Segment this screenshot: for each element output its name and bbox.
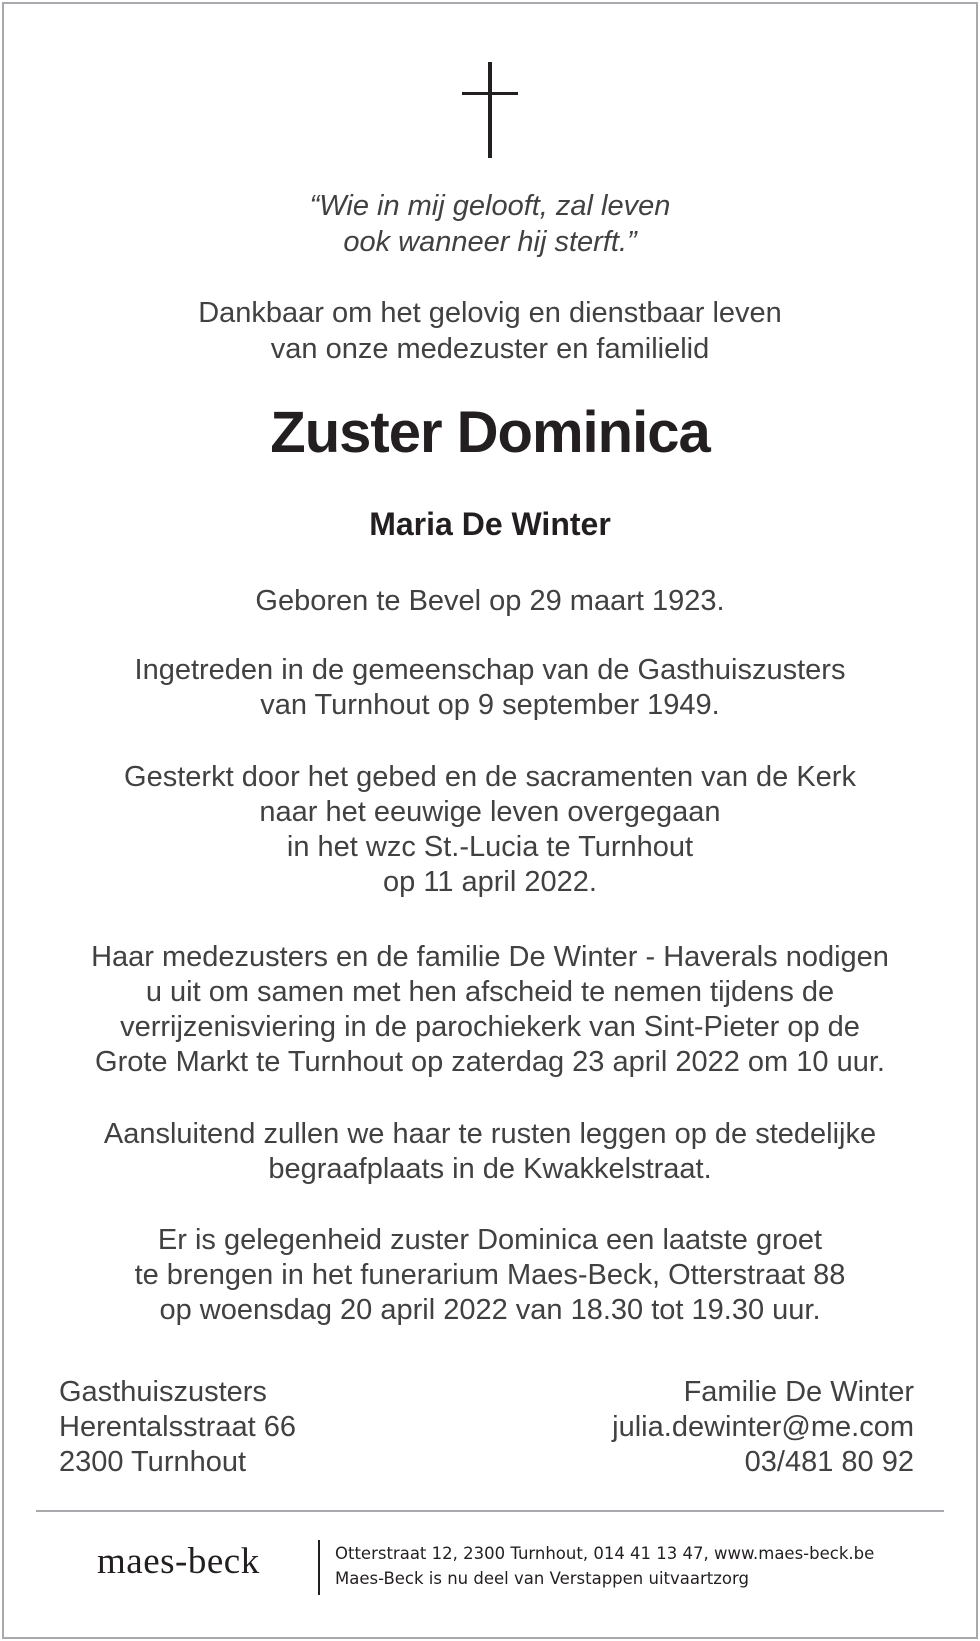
- contact-line: Gasthuiszusters: [59, 1376, 267, 1408]
- paragraph-line: begraafplaats in de Kwakkelstraat.: [268, 1153, 712, 1185]
- quote-line: “Wie in mij gelooft, zal leven: [309, 190, 671, 222]
- contact-line: Familie De Winter: [683, 1376, 914, 1408]
- logo-separator: [318, 1540, 320, 1595]
- paragraph-line: Haar medezusters en de familie De Winter - Haverals nodigen: [91, 941, 889, 973]
- funeral-paragraph: [0, 940, 980, 1080]
- visitation-paragraph: [0, 1223, 980, 1328]
- paragraph-line: Er is gelegenheid zuster Dominica een laatste groet: [157, 1224, 823, 1256]
- paragraph-line: Ingetreden in de gemeenschap van de Gasthuiszusters: [134, 654, 846, 686]
- paragraph-line: te brengen in het funerarium Maes-Beck, Otterstraat 88: [134, 1259, 846, 1291]
- paragraph-line: verrijzenisviering in de parochiekerk van Sint-Pieter op de: [120, 1011, 860, 1043]
- paragraph-line: naar het eeuwige leven overgegaan: [259, 796, 721, 828]
- maes-beck-logo: maes-beck: [97, 1541, 260, 1582]
- paragraph-line: u uit om samen met hen afscheid te nemen tijdens de: [145, 976, 835, 1008]
- paragraph-line: van Turnhout op 9 september 1949.: [260, 689, 720, 721]
- paragraph-line: Grote Markt te Turnhout op zaterdag 23 april 2022 om 10 uur.: [95, 1046, 885, 1078]
- funeral-home-info: [335, 1541, 874, 1591]
- paragraph-line: op 11 april 2022.: [383, 866, 597, 898]
- paragraph-line: in het wzc St.-Lucia te Turnhout: [286, 831, 694, 863]
- contact-phone[interactable]: 03/481 80 92: [744, 1446, 914, 1478]
- contact-gasthuiszusters: [59, 1375, 296, 1480]
- death-paragraph: [0, 760, 980, 900]
- intro-line: van onze medezuster en familielid: [270, 333, 710, 365]
- paragraph-line: Geboren te Bevel op 29 maart 1923.: [255, 585, 725, 617]
- deceased-civil-name: Maria De Winter: [369, 506, 611, 542]
- contact-family: [612, 1375, 914, 1480]
- deceased-religious-name: Zuster Dominica: [270, 400, 710, 465]
- paragraph-line: op woensdag 20 april 2022 van 18.30 tot 19.30 uur.: [159, 1294, 821, 1326]
- contact-line: Herentalsstraat 66: [59, 1411, 296, 1443]
- paragraph-line: Aansluitend zullen we haar te rusten leggen op de stedelijke: [103, 1118, 877, 1150]
- burial-paragraph: [0, 1117, 980, 1187]
- quote-line: ook wanneer hij sterft.”: [343, 226, 637, 258]
- contact-email[interactable]: julia.dewinter@me.com: [612, 1411, 914, 1443]
- intro-line: Dankbaar om het gelovig en dienstbaar leven: [198, 297, 782, 329]
- footer-divider: [36, 1510, 944, 1512]
- birth-paragraph: [0, 584, 980, 619]
- funeral-home-address[interactable]: Otterstraat 12, 2300 Turnhout, 014 41 13 47, www.maes-beck.be: [335, 1544, 875, 1563]
- profession-paragraph: [0, 653, 980, 723]
- funeral-home-note: Maes-Beck is nu deel van Verstappen uitvaartzorg: [335, 1569, 749, 1588]
- bible-quote: [0, 188, 980, 260]
- contact-line: 2300 Turnhout: [59, 1446, 247, 1478]
- paragraph-line: Gesterkt door het gebed en de sacramenten van de Kerk: [124, 761, 856, 793]
- intro-text: [0, 295, 980, 367]
- cross-icon: [462, 62, 518, 158]
